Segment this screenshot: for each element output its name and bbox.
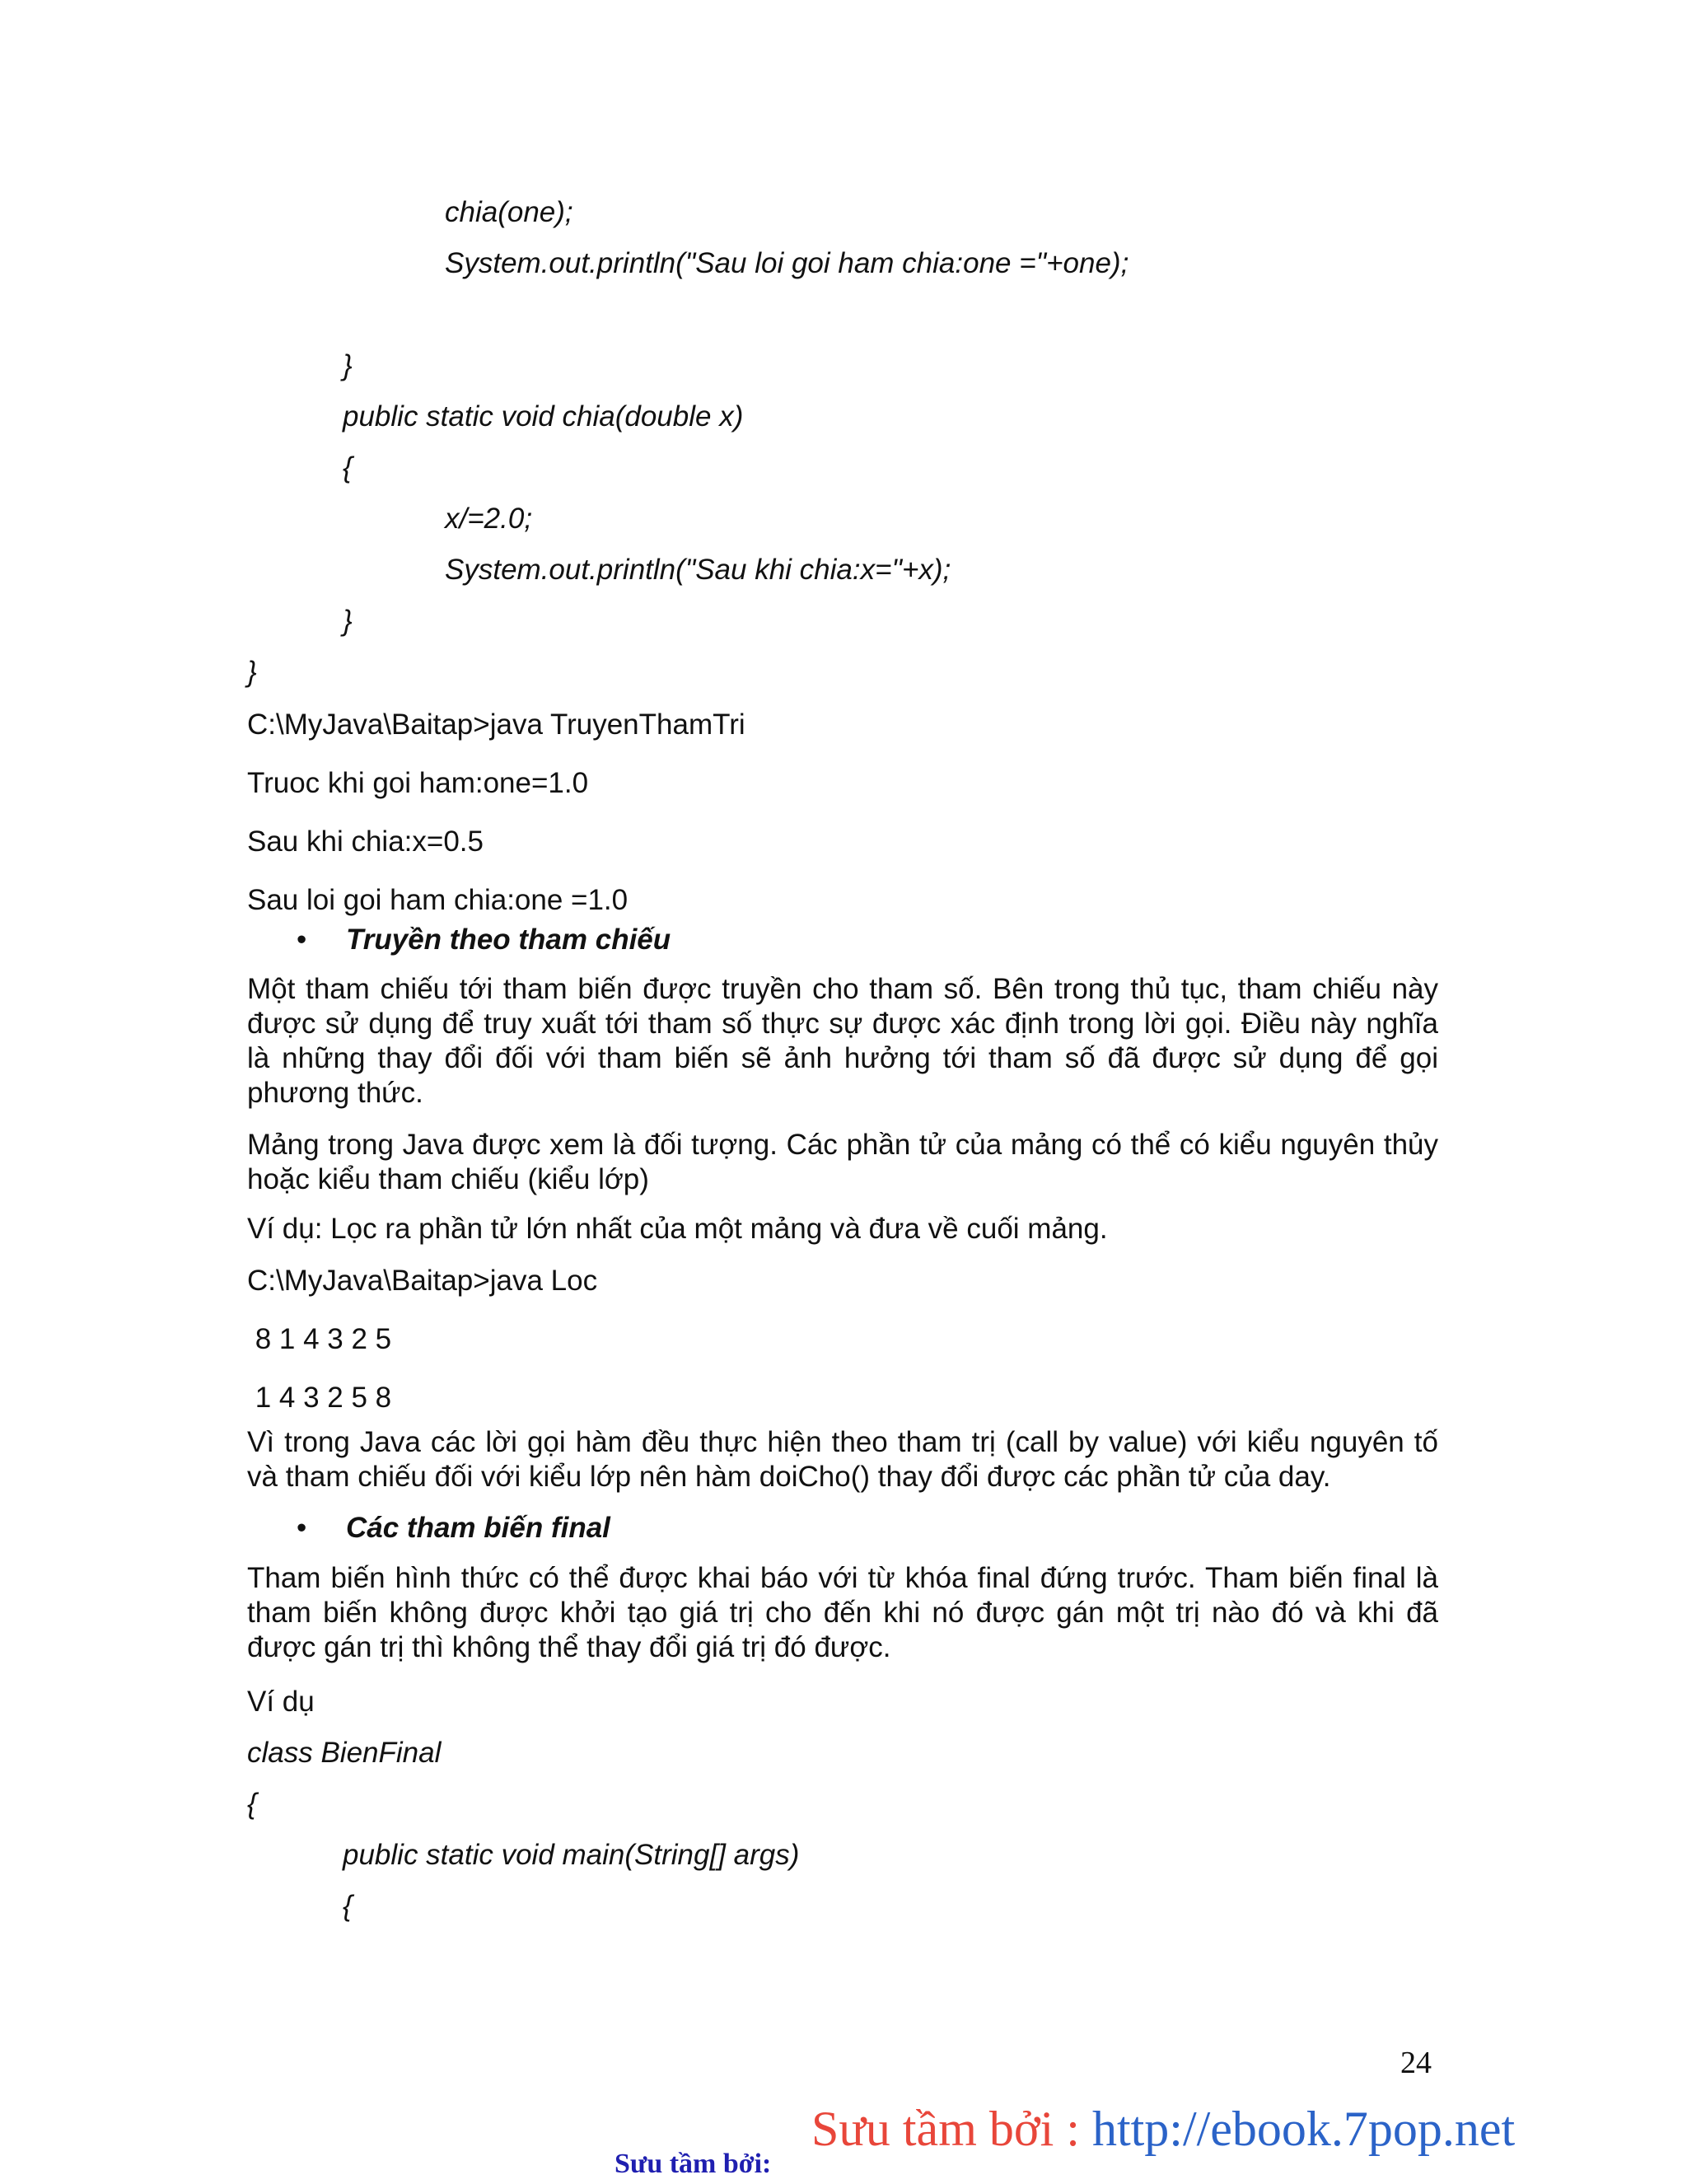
paragraph: Tham biến hình thức có thể được khai báo với từ khóa final đứng trước. Tham biến final là tham biến không được khởi tạo giá trị cho đến khi nó được gán một trị nào đó và khi đã được gán trị thì không thể thay đổi giá trị đó được. [247, 1562, 1438, 1663]
example-label: Ví dụ [247, 1686, 315, 1718]
console-output-line: C:\MyJava\Baitap>java Loc [247, 1265, 598, 1297]
page-number: 24 [1400, 2046, 1432, 2080]
code-line: public static void chia(double x) [343, 400, 744, 433]
bullet-icon: • [297, 924, 307, 956]
paragraph: Ví dụ: Lọc ra phần tử lớn nhất của một mảng và đưa về cuối mảng. [247, 1213, 1108, 1245]
console-output-line: 8 1 4 3 2 5 [247, 1323, 392, 1355]
console-output-line: Truoc khi goi ham:one=1.0 [247, 767, 589, 799]
section-heading: Truyền theo tham chiếu [346, 924, 671, 956]
code-line: public static void main(String[] args) [343, 1839, 800, 1871]
code-line: { [247, 1788, 257, 1820]
section-heading: Các tham biến final [346, 1512, 610, 1544]
code-line: { [343, 451, 353, 484]
code-line: x/=2.0; [445, 503, 533, 535]
paragraph: Một tham chiếu tới tham biến được truyền cho tham số. Bên trong thủ tục, tham chiếu này được sử dụng để truy xuất tới tham số thực sự được xác định trong lời gọi. Điều này nghĩa là những thay đổi đối với tham biến sẽ ảnh hưởng tới tham số đã được sử dụng để gọi phương thức. [247, 973, 1438, 1109]
paragraph: Vì trong Java các lời gọi hàm đều thực hiện theo tham trị (call by value) với kiểu nguyên tố và tham chiếu đối với kiểu lớp nên hàm doiCho() thay đổi được các phần tử của day. [247, 1426, 1438, 1493]
code-line: } [343, 349, 353, 381]
watermark [811, 2101, 1515, 2158]
code-line: { [343, 1890, 353, 1922]
bullet-icon: • [297, 1512, 307, 1544]
console-output-line: 1 4 3 2 5 8 [247, 1382, 392, 1414]
code-line: System.out.println("Sau loi goi ham chia:one ="+one); [445, 247, 1129, 279]
watermark-url: http://ebook.7pop.net [1091, 2102, 1516, 2156]
code-line: class BienFinal [247, 1737, 442, 1769]
code-line: } [247, 656, 257, 688]
console-output-line: Sau loi goi ham chia:one =1.0 [247, 884, 629, 916]
watermark-text: Sưu tầm bởi : [811, 2102, 1080, 2156]
footer-label: Sưu tầm bởi: [615, 2149, 772, 2179]
code-line: chia(one); [445, 196, 573, 228]
console-output-line: C:\MyJava\Baitap>java TruyenThamTri [247, 709, 745, 741]
code-line: } [343, 605, 353, 637]
paragraph: Mảng trong Java được xem là đối tượng. Các phần tử của mảng có thể có kiểu nguyên thủy hoặc kiểu tham chiếu (kiểu lớp) [247, 1129, 1438, 1195]
code-line: System.out.println("Sau khi chia:x="+x); [445, 554, 951, 586]
console-output-line: Sau khi chia:x=0.5 [247, 825, 484, 858]
